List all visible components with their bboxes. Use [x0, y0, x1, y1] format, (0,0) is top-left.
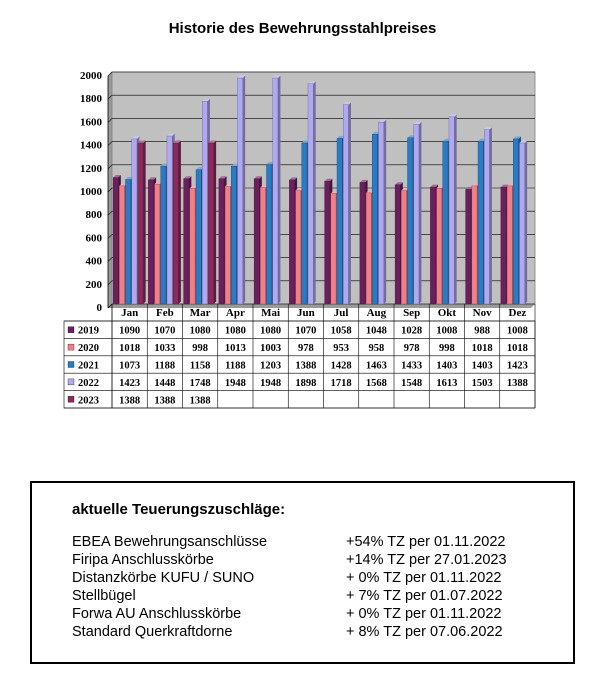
- bar-2020: [401, 191, 406, 304]
- y-tick-label: 800: [85, 209, 102, 222]
- surcharge-label-stellbuegel: Stellbügel: [72, 588, 136, 604]
- data-label: 1388: [506, 377, 528, 389]
- surcharge-value-distanzkoerbe: + 0% TZ per 01.11.2022: [346, 570, 502, 586]
- data-label: 1548: [401, 377, 423, 389]
- y-tick-label: 1400: [80, 139, 102, 152]
- bar-side-2022: [419, 122, 422, 304]
- bar-2019: [325, 181, 330, 304]
- x-tick-label: Feb: [156, 307, 174, 319]
- legend-label-2021: 2021: [78, 360, 99, 372]
- x-tick-label: Jun: [297, 307, 315, 319]
- data-label: 1388: [154, 395, 176, 407]
- data-label: 998: [192, 343, 208, 355]
- bar-2022: [378, 122, 383, 304]
- bar-side-2022: [489, 127, 492, 304]
- x-tick-label: Dez: [508, 307, 527, 319]
- data-label: 1073: [119, 360, 141, 372]
- bar-2019: [148, 180, 153, 304]
- surcharge-label-querkraftdorne: Standard Querkraftdorne: [72, 624, 233, 640]
- data-label: 1188: [225, 360, 246, 372]
- y-tick-label: 1600: [80, 116, 102, 129]
- bar-2022: [167, 136, 172, 304]
- y-tick-label: 2000: [80, 70, 102, 82]
- bar-side-2022: [525, 140, 528, 304]
- data-label: 1448: [154, 377, 176, 389]
- y-tick-label: 400: [85, 255, 102, 268]
- bar-2021: [196, 170, 201, 304]
- bar-2020: [155, 184, 160, 304]
- data-label: 1070: [295, 325, 317, 337]
- surcharge-value-forwa: + 0% TZ per 01.11.2022: [346, 606, 502, 622]
- data-label: 958: [368, 343, 385, 355]
- x-tick-label: Jan: [121, 307, 139, 319]
- data-label: 1423: [506, 360, 528, 372]
- bar-2021: [231, 166, 236, 304]
- bar-side-2022: [313, 81, 316, 304]
- legend-swatch-2023: [68, 396, 74, 402]
- data-label: 1008: [436, 325, 458, 337]
- bar-2019: [395, 185, 400, 304]
- bar-2020: [472, 186, 477, 304]
- data-label: 1070: [154, 325, 176, 337]
- data-label: 1948: [224, 377, 246, 389]
- bar-2020: [119, 186, 124, 304]
- surcharge-value-stellbuegel: + 7% TZ per 01.07.2022: [346, 588, 503, 604]
- chart-title: Historie des Bewehrungsstahlpreises: [168, 20, 437, 37]
- bar-2020: [437, 188, 442, 304]
- data-label: 1080: [224, 325, 246, 337]
- data-label: 1018: [471, 343, 493, 355]
- bar-side-2022: [243, 76, 246, 304]
- bar-2020: [260, 188, 265, 304]
- data-label: 1018: [119, 343, 141, 355]
- x-tick-label: Jul: [333, 307, 349, 319]
- bar-2022: [273, 78, 278, 304]
- surcharge-value-querkraftdorne: + 8% TZ per 07.06.2022: [346, 624, 503, 640]
- data-label: 1090: [119, 325, 141, 337]
- data-label: 1433: [401, 360, 423, 372]
- bar-2021: [161, 166, 166, 304]
- legend-swatch-2021: [68, 362, 74, 368]
- data-label: 1568: [365, 377, 387, 389]
- data-label: 1388: [119, 395, 141, 407]
- data-label: 1188: [154, 360, 176, 372]
- bar-side-2023: [178, 140, 181, 304]
- bar-2021: [408, 138, 413, 304]
- bar-2021: [372, 134, 377, 304]
- data-label: 998: [439, 343, 455, 355]
- x-tick-label: Mar: [189, 307, 211, 319]
- data-label: 1048: [365, 325, 387, 337]
- y-tick-label: 600: [85, 232, 102, 245]
- data-label: 1613: [436, 377, 458, 389]
- bar-2021: [267, 164, 272, 304]
- bar-side-2022: [384, 120, 387, 304]
- surcharge-heading: aktuelle Teuerungszuschläge:: [72, 501, 286, 518]
- data-label: 1080: [189, 325, 211, 337]
- data-label: 1018: [506, 343, 528, 355]
- legend-swatch-2020: [68, 344, 74, 350]
- y-tick-label: 200: [85, 278, 102, 291]
- bar-2021: [443, 141, 448, 304]
- bar-2023: [138, 143, 143, 304]
- x-tick-label: Nov: [472, 307, 492, 319]
- data-label: 988: [474, 325, 490, 337]
- x-tick-label: Apr: [225, 307, 245, 319]
- legend-label-2019: 2019: [78, 325, 99, 337]
- x-tick-label: Mai: [261, 307, 281, 319]
- bar-2019: [360, 182, 365, 304]
- x-tick-label: Okt: [437, 307, 457, 319]
- bar-side-2022: [278, 76, 281, 304]
- data-label: 978: [298, 343, 314, 355]
- bar-2022: [414, 124, 419, 304]
- y-tick-label: 1800: [80, 93, 102, 106]
- bar-2022: [484, 130, 489, 304]
- bar-2019: [430, 187, 435, 304]
- bar-2019: [289, 180, 294, 304]
- bar-2021: [126, 180, 131, 304]
- bar-2019: [466, 189, 471, 304]
- surcharge-box: [30, 481, 575, 664]
- surcharge-label-distanzkoerbe: Distanzkörbe KUFU / SUNO: [72, 570, 255, 586]
- bar-2021: [302, 143, 307, 304]
- bar-2020: [507, 186, 512, 304]
- bar-2022: [132, 139, 137, 304]
- bar-side-2022: [348, 102, 351, 304]
- bar-2021: [513, 139, 518, 304]
- data-label: 1388: [295, 360, 317, 372]
- bar-2022: [343, 105, 348, 304]
- data-label: 1428: [330, 360, 352, 372]
- data-label: 1158: [189, 360, 211, 372]
- y-tick-label: 1200: [80, 162, 102, 175]
- bar-2022: [202, 101, 207, 304]
- surcharge-label-ebea: EBEA Bewehrungsanschlüsse: [72, 534, 268, 550]
- bar-2021: [478, 141, 483, 304]
- x-tick-label: Aug: [366, 307, 387, 319]
- surcharge-label-forwa: Forwa AU Anschlusskörbe: [72, 606, 242, 622]
- data-label: 1748: [189, 377, 211, 389]
- bar-2019: [501, 187, 506, 304]
- data-label: 1008: [506, 325, 528, 337]
- data-label: 1463: [365, 360, 387, 372]
- bar-side-2023: [214, 140, 217, 304]
- bar-2023: [208, 143, 213, 304]
- legend-swatch-2019: [68, 327, 74, 333]
- bar-side-2022: [454, 114, 457, 304]
- data-label: 1898: [295, 377, 317, 389]
- bar-2019: [254, 179, 259, 304]
- bar-side-2023: [143, 140, 146, 304]
- legend-label-2023: 2023: [78, 395, 99, 407]
- bar-2019: [184, 179, 189, 304]
- bar-2020: [190, 188, 195, 304]
- data-label: 1403: [471, 360, 493, 372]
- data-label: 1503: [471, 377, 493, 389]
- data-label: 1423: [119, 377, 141, 389]
- data-label: 1013: [224, 343, 246, 355]
- bar-2020: [366, 193, 371, 304]
- x-tick-label: Sep: [403, 307, 421, 319]
- data-label: 1033: [154, 343, 176, 355]
- data-label: 1203: [260, 360, 282, 372]
- bar-2019: [113, 178, 118, 304]
- surcharge-label-firipa: Firipa Anschlusskörbe: [72, 552, 214, 568]
- surcharge-value-ebea: +54% TZ per 01.11.2022: [346, 534, 506, 550]
- bar-2022: [237, 78, 242, 304]
- surcharge-value-firipa: +14% TZ per 27.01.2023: [346, 552, 507, 568]
- data-label: 1003: [260, 343, 282, 355]
- data-label: 1080: [260, 325, 282, 337]
- bar-2023: [173, 143, 178, 304]
- bar-2022: [519, 143, 524, 304]
- legend-swatch-2022: [68, 379, 74, 385]
- data-label: 1718: [330, 377, 352, 389]
- y-tick-label: 1000: [80, 186, 102, 198]
- data-label: 1388: [189, 395, 211, 407]
- data-label: 978: [403, 343, 420, 355]
- bar-2022: [308, 84, 313, 304]
- legend-label-2020: 2020: [78, 343, 99, 355]
- data-label: 953: [333, 343, 349, 355]
- y-tick-label: 0: [96, 302, 102, 314]
- bar-2020: [296, 191, 301, 304]
- bar-2020: [225, 186, 230, 304]
- data-label: 1403: [436, 360, 458, 372]
- data-label: 1948: [260, 377, 282, 389]
- bar-2019: [219, 179, 224, 304]
- legend-label-2022: 2022: [78, 377, 99, 389]
- bar-2021: [337, 138, 342, 304]
- data-label: 1028: [401, 325, 423, 337]
- data-label: 1058: [330, 325, 352, 337]
- bar-2020: [331, 193, 336, 304]
- bar-2022: [449, 117, 454, 304]
